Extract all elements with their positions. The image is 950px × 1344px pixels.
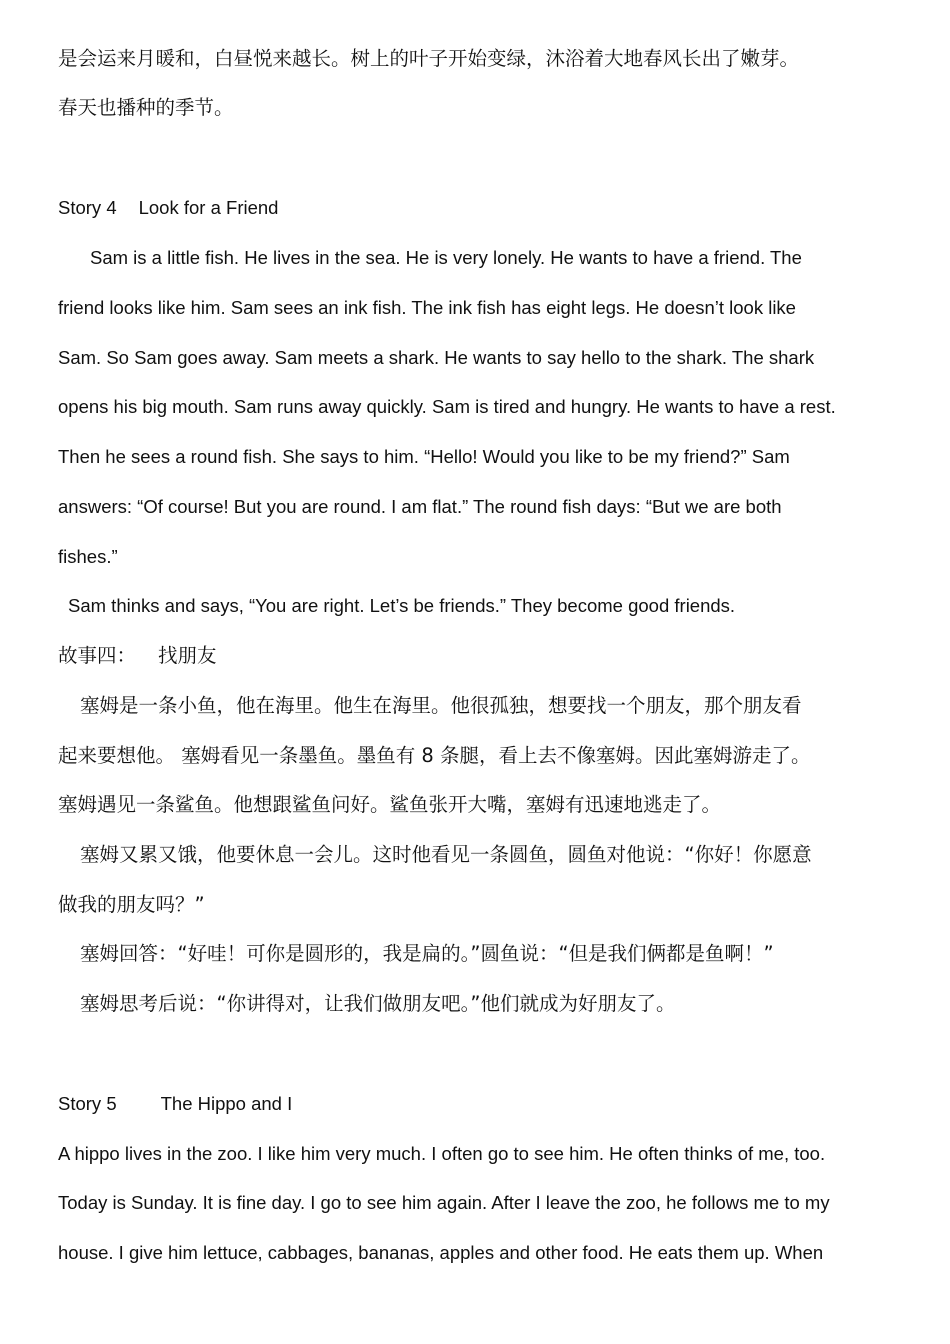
story5-english-line-2: Today is Sunday. It is fine day. I go to see him again. After I leave the zoo, he follows me to my [58, 1192, 830, 1213]
story5-label: Story 5 [58, 1093, 117, 1114]
story4-chinese-title: 找朋友 [158, 644, 217, 667]
spring-text-line-2: 春天也播种的季节。 [58, 96, 234, 119]
story4-english-line-4: opens his big mouth. Sam runs away quickly. Sam is tired and hungry. He wants to have a rest. [58, 396, 836, 417]
story4-chinese-line-1: 塞姆是一条小鱼，他在海里。他生在海里。他很孤独，想要找一个朋友，那个朋友看 [80, 694, 802, 717]
story4-english-line-1: Sam is a little fish. He lives in the sea. He is very lonely. He wants to have a friend. The [90, 247, 802, 268]
story5-heading [58, 1095, 292, 1114]
story4-chinese-line-6: 塞姆回答：“好哇！可你是圆形的，我是扁的。”圆鱼说：“但是我们俩都是鱼啊！” [80, 942, 774, 965]
story4-chinese-line-2: 起来要想他。 塞姆看见一条墨鱼。墨鱼有 8 条腿，看上去不像塞姆。因此塞姆游走了。 [58, 744, 811, 767]
story5-title: The Hippo and I [160, 1093, 293, 1114]
story5-english-line-1: A hippo lives in the zoo. I like him very much. I often go to see him. He often thinks of me, too. [58, 1143, 826, 1164]
story4-title: Look for a Friend [138, 197, 279, 218]
spring-text-line-1: 是会运来月暖和，白昼悦来越长。树上的叶子开始变绿，沐浴着大地春风长出了嫩芽。 [58, 47, 800, 70]
story4-chinese-line-4: 塞姆又累又饿，他要休息一会儿。这时他看见一条圆鱼，圆鱼对他说：“你好！你愿意 [80, 843, 812, 866]
story4-chinese-line-7: 塞姆思考后说：“你讲得对，让我们做朋友吧。”他们就成为好朋友了。 [80, 992, 676, 1015]
story4-chinese-heading [58, 646, 217, 666]
story4-heading [58, 199, 278, 218]
story4-english-line-3: Sam. So Sam goes away. Sam meets a shark. He wants to say hello to the shark. The shark [58, 347, 815, 368]
story4-label: Story 4 [58, 197, 117, 218]
story4-english-line-8: Sam thinks and says, “You are right. Let’s be friends.” They become good friends. [68, 595, 736, 616]
story5-english-line-3: house. I give him lettuce, cabbages, bananas, apples and other food. He eats them up. When [58, 1242, 824, 1263]
story4-chinese-label: 故事四： [58, 644, 137, 667]
story4-english-line-6: answers: “Of course! But you are round. I am flat.” The round fish days: “But we are both [58, 496, 782, 517]
story4-english-line-5: Then he sees a round fish. She says to him. “Hello! Would you like to be my friend?” Sam [58, 446, 790, 467]
story4-chinese-line-5: 做我的朋友吗？” [58, 893, 205, 916]
story4-english-line-7: fishes.” [58, 546, 118, 567]
story4-chinese-line-3: 塞姆遇见一条鲨鱼。他想跟鲨鱼问好。鲨鱼张开大嘴，塞姆有迅速地逃走了。 [58, 793, 722, 816]
story4-english-line-2: friend looks like him. Sam sees an ink fish. The ink fish has eight legs. He doesn’t look like [58, 297, 796, 318]
